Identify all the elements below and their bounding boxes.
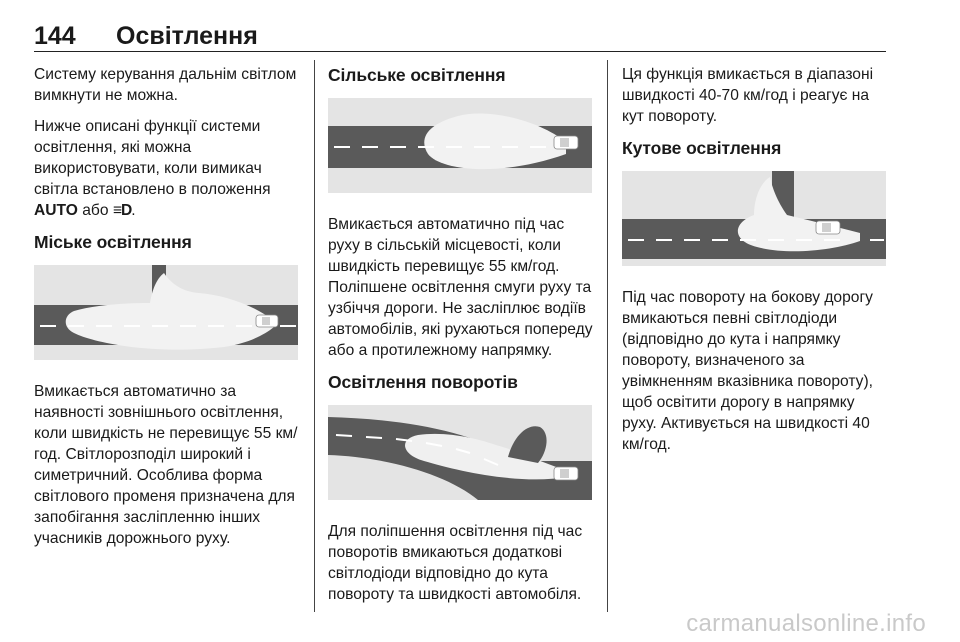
corner-lighting-illustration (622, 171, 886, 266)
country-lighting-illustration (328, 98, 592, 193)
city-lighting-illustration (34, 265, 298, 360)
auto-label: AUTO (34, 202, 78, 219)
turn-lighting-illustration (328, 405, 592, 500)
paragraph-city-lighting: Вмикається автоматично за наявності зовнішнього освітлення, коли швидкість не перевищує 55 км/год. Світлорозподіл широкий і симетричний. Особлива форма світлового променя призначена для запобігання засліпленню інших учасників дорожнього руху. (34, 383, 298, 547)
column-divider-2 (607, 60, 608, 612)
header-rule (34, 51, 886, 52)
country-lighting-diagram (328, 98, 592, 193)
paragraph-turn-lighting-range: Ця функція вмикається в діапазоні швидкості 40-70 км/год і реагує на кут повороту. (622, 66, 874, 125)
heading-country-lighting: Сільське освітлення (328, 65, 506, 85)
page-title: Освітлення (116, 22, 258, 50)
turn-lighting-diagram (328, 405, 592, 500)
heading-city-lighting: Міське освітлення (34, 232, 192, 252)
paragraph-corner-lighting: Під час повороту на бокову дорогу вмикаються певні світлодіоди (відповідно до кута і напрямку повороту, визначеного за увімкненням вказівника повороту), щоб освітити дорогу в напрямку руху. Активується на швидкості 40 км/год. (622, 289, 873, 453)
watermark: carmanualsonline.info (686, 610, 926, 637)
column-2 (328, 64, 594, 615)
paragraph-country-lighting: Вмикається автоматично під час руху в сільській місцевості, коли швидкість перевищує 55 км/год. Поліпшене освітлення смуги руху та узбіччя дороги. Не засліплює водіїв автомобілів, які рухаються попереду або а протилежному напрямку. (328, 216, 593, 359)
city-lighting-diagram (34, 265, 298, 360)
column-1 (34, 64, 302, 559)
page-number: 144 (34, 22, 76, 50)
column-3 (622, 64, 888, 465)
headlight-icon: ≡D (112, 202, 132, 219)
column-divider-1 (314, 60, 315, 612)
heading-corner-lighting: Кутове освітлення (622, 138, 782, 158)
paragraph-functions-intro: Нижче описані функції системи освітлення, які можна використовувати, коли вимикач світла встановлено в положення AUTO або ≡D. (34, 118, 271, 219)
heading-turn-lighting: Освітлення поворотів (328, 372, 518, 392)
corner-lighting-diagram (622, 171, 886, 266)
paragraph-high-beam-note: Систему керування дальнім світлом вимкнути не можна. (34, 66, 297, 104)
paragraph-turn-lighting: Для поліпшення освітлення під час поворотів вмикаються додаткові світлодіоди відповідно до кута повороту та швидкості автомобіля. (328, 523, 583, 603)
page-header (34, 18, 886, 52)
